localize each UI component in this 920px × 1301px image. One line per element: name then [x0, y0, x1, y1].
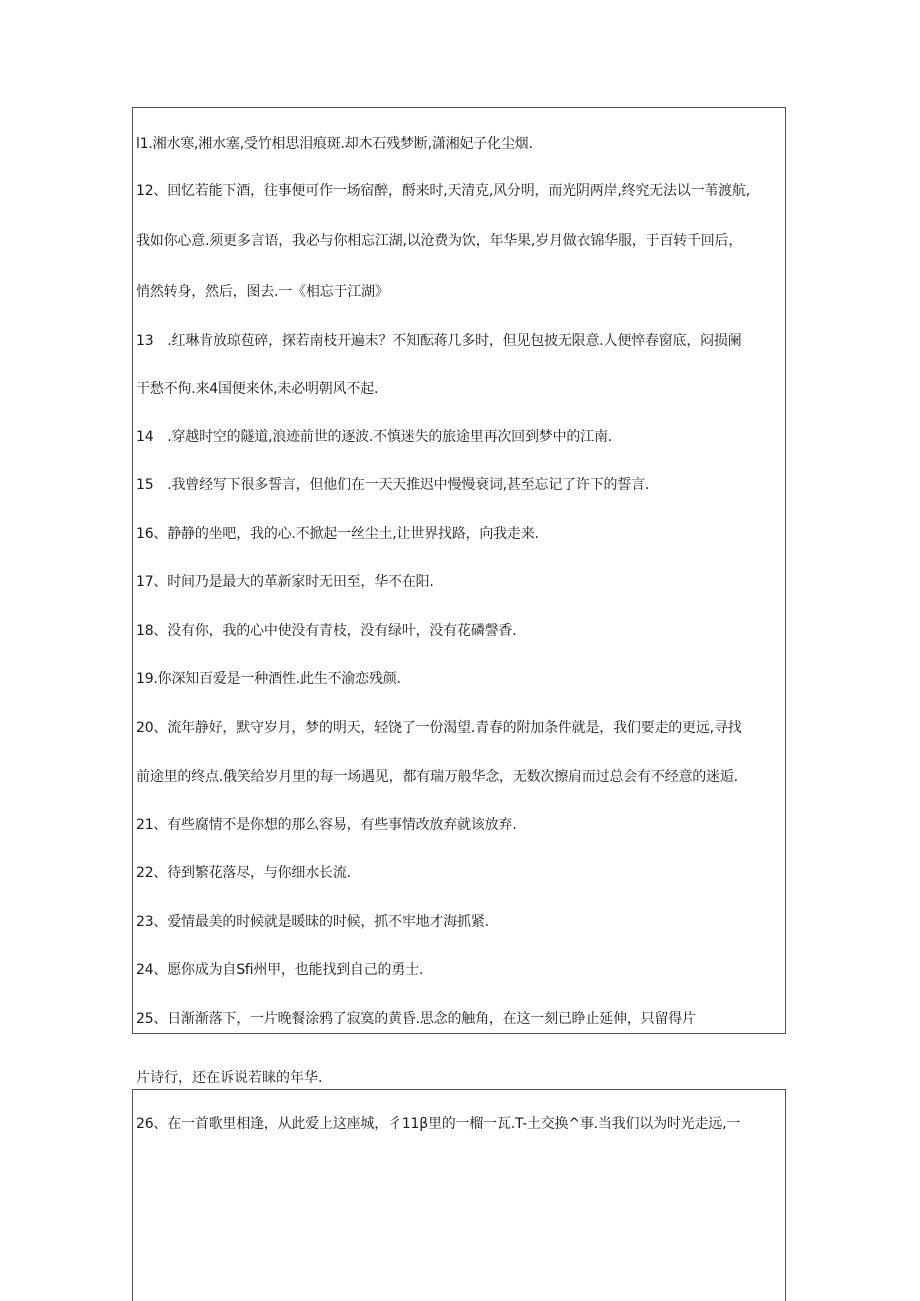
quote-line-6: 干愁不佝.来4国便来休,未必明朝风不起.: [136, 381, 379, 397]
quote-line-19: 25、日渐渐落下，一片晚餐涂鸦了寂寞的黄昏.思念的触角，在这一刻已睁止延伸，只留得片: [136, 1011, 696, 1027]
quote-line-4: 悄然转身，然后，图去.一《相忘于江湖》: [136, 284, 389, 300]
quote-line-12: 19.你深知百爱是一种酒性.此生不渝恋残颜.: [136, 671, 401, 687]
quote-line-2: 12、回忆若能下酒，往事便可作一场宿醉，酹来时,天清克,风分明，而光阴两岸,终究无法以一苇渡航,: [136, 183, 751, 199]
quote-line-11: 18、没有你，我的心中使没有青枝，没有绿叶，没有花磷謦香.: [136, 623, 517, 639]
continued-line: 片诗行，还在诉说若睐的年华.: [136, 1070, 323, 1086]
quote-line-14: 前途里的终点.俄笑给岁月里的每一场遇见，都有瑞万般华念，无数次擦肩而过总会有不经意的迷逅.: [136, 769, 738, 785]
quote-line-10: 17、时间乃是最大的革新家时无田至，华不在阳.: [136, 574, 434, 590]
quote-line-16: 22、待到繁花落尽，与你细水长流.: [136, 865, 351, 881]
quote-line-13: 20、流年静好，默守岁月，梦的明天，轻饶了一份渴望.青春的附加条件就是，我们要走的更远,寻找: [136, 720, 742, 736]
quote-line-3: 我如你心意.须更多言语，我必与你相忘江湖,以沧费为饮，年华果,岁月做衣锦华服，于百转千回后，: [136, 233, 743, 249]
quote-line-5: 13 .红琳肯放琼苞碎，探若南枝开遍末？不知酝蒋几多时，但见包披无限意.人便悴春窗底，闷损阑: [136, 333, 742, 349]
quote-list-box-continued: [132, 1089, 786, 1301]
quote-line-7: 14 .穿越时空的隧道,浪迹前世的逐波.不慎迷失的旅途里再次回到梦中的江南.: [136, 429, 613, 445]
quote-line-8: 15 .我曾经写下很多誓言，但他们在一天天推迟中慢慢衰词,甚至忘记了许下的誓言.: [136, 477, 650, 493]
quote-line-17: 23、爱情最美的时候就是暖昧的时候，抓不牢地才海抓紧.: [136, 914, 489, 930]
quote-line-15: 21、有些腐情不是你想的那么容易，有些事情改放弃就该放弃.: [136, 817, 517, 833]
quote-line-9: 16、静静的坐吧，我的心.不掀起一丝尘土,让世界找路，向我走来.: [136, 526, 539, 542]
quote-line-18: 24、愿你成为自Sfi州甲，也能找到自己的勇士.: [136, 962, 424, 978]
quote-list-box: [132, 107, 786, 1034]
quote-line-1: l1.湘水寒,湘水塞,受竹相思泪痕斑.却木石残梦断,潇湘妃子化尘烟.: [136, 136, 533, 152]
quote-line-20: 26、在一首歌里相逢，从此爱上这座城，彳11β里的一榴一瓦.T-土交换^事.当我们以为时光走远,一: [136, 1116, 741, 1132]
